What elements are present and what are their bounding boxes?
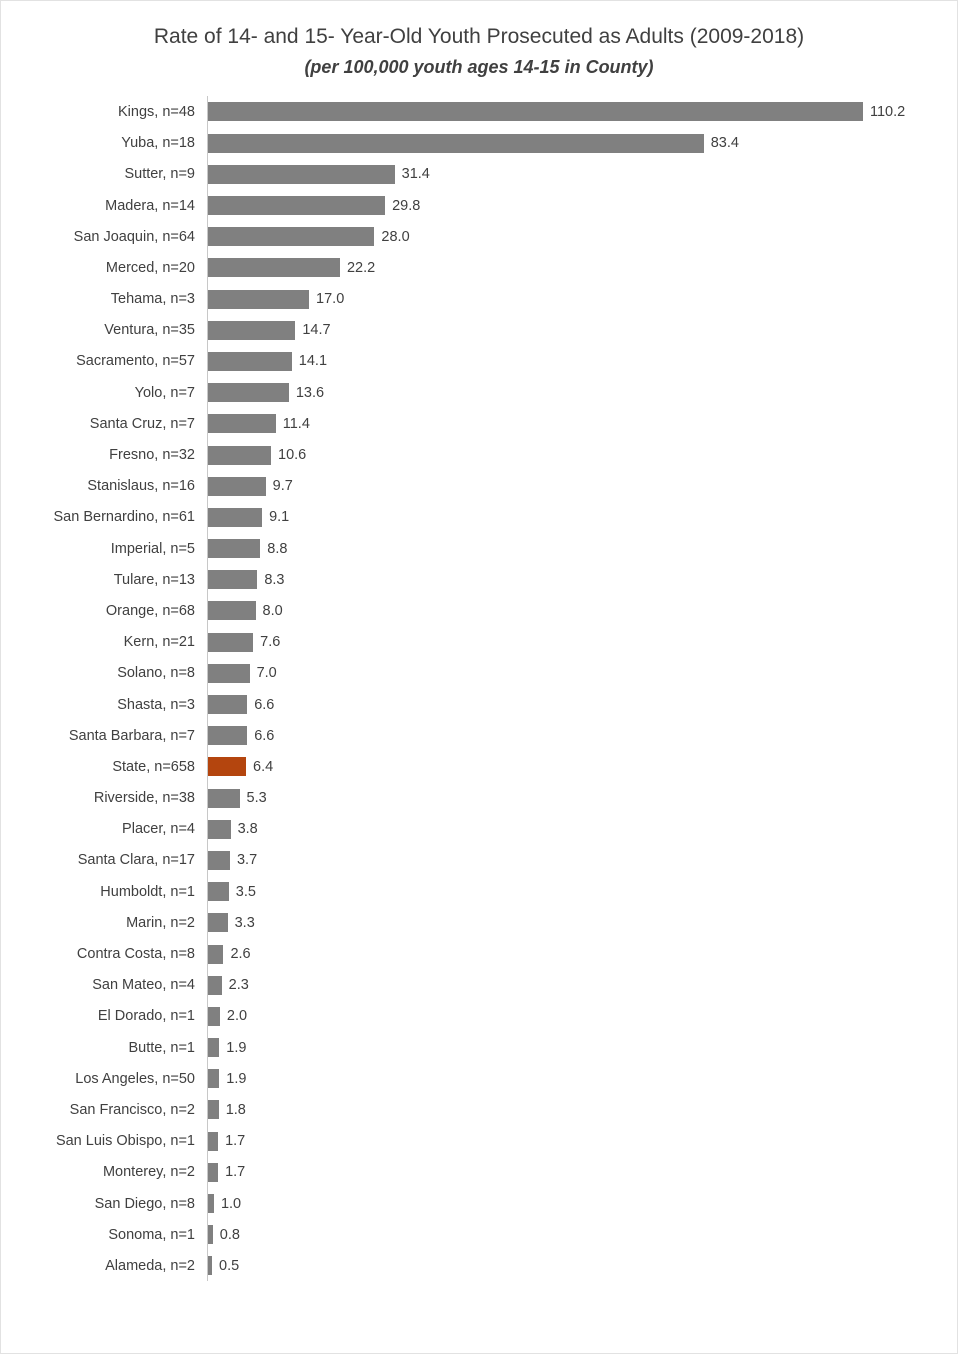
category-label: Yuba, n=18 — [121, 135, 195, 152]
bar-row — [1, 252, 957, 283]
category-label: Sonoma, n=1 — [108, 1226, 195, 1243]
bar-zone — [207, 1188, 957, 1219]
bar-row — [1, 689, 957, 720]
bar — [208, 1225, 213, 1244]
category-label: Alameda, n=2 — [105, 1257, 195, 1274]
bar-row — [1, 439, 957, 470]
bar — [208, 539, 260, 558]
bar-value-label: 8.8 — [267, 540, 288, 557]
category-label: Fresno, n=32 — [109, 447, 195, 463]
bar-row — [1, 408, 957, 439]
bar-row — [1, 1219, 957, 1250]
bar-row — [1, 970, 957, 1001]
bar — [208, 1069, 219, 1088]
category-label: Contra Costa, n=8 — [76, 946, 195, 962]
bar-zone — [207, 1126, 957, 1157]
bar-row — [1, 190, 957, 221]
bar-row — [1, 377, 957, 408]
bar-value-label: 8.0 — [262, 602, 283, 619]
bar-zone — [207, 1250, 957, 1281]
bar-zone — [207, 782, 957, 813]
category-label: Sacramento, n=57 — [76, 353, 195, 370]
category-label: Solano, n=8 — [117, 665, 195, 682]
bar-zone — [207, 377, 957, 408]
bar-value-label: 10.6 — [278, 447, 307, 463]
bar-value-label: 6.6 — [254, 696, 275, 713]
bar-value-label: 3.7 — [236, 852, 258, 869]
bar — [208, 352, 292, 371]
bar-row — [1, 283, 957, 314]
bar-row — [1, 1188, 957, 1219]
bar-value-label: 1.0 — [220, 1195, 242, 1212]
bar-row — [1, 502, 957, 533]
bar-row — [1, 907, 957, 938]
bar-zone — [207, 315, 957, 346]
bar-value-label: 5.3 — [246, 790, 267, 807]
bar-value-label: 1.7 — [225, 1133, 246, 1150]
bar-value-label: 22.2 — [346, 259, 376, 276]
bar-zone — [207, 190, 957, 221]
bar-rows — [1, 96, 957, 1281]
category-label: Orange, n=68 — [105, 602, 195, 619]
bar-value-label: 3.5 — [235, 883, 256, 900]
bar-value-label: 2.6 — [230, 946, 251, 962]
bar — [208, 570, 257, 589]
category-label: Monterey, n=2 — [102, 1164, 195, 1181]
bar-value-label: 7.0 — [256, 665, 277, 682]
bar-value-label: 0.8 — [219, 1226, 240, 1243]
bar — [208, 134, 704, 153]
bar-row — [1, 471, 957, 502]
category-label: Sutter, n=9 — [124, 166, 195, 183]
bar — [208, 321, 295, 340]
bar-value-label: 7.6 — [260, 634, 281, 651]
bar-value-label: 1.7 — [225, 1164, 246, 1181]
bar — [208, 196, 385, 215]
category-label: Humboldt, n=1 — [100, 883, 195, 900]
bar-zone — [207, 689, 957, 720]
category-label: Tulare, n=13 — [113, 571, 195, 588]
bar — [208, 820, 231, 839]
bar-value-label: 14.1 — [298, 353, 328, 370]
bar-zone — [207, 1157, 957, 1188]
bar-row — [1, 564, 957, 595]
bar-zone — [207, 595, 957, 626]
bar — [208, 383, 289, 402]
bar — [208, 290, 309, 309]
bar — [208, 913, 228, 932]
bar — [208, 695, 247, 714]
bar — [208, 945, 223, 964]
bar-zone — [207, 408, 957, 439]
bar — [208, 664, 250, 683]
bar-value-label: 9.1 — [269, 509, 290, 526]
bar-row — [1, 1250, 957, 1281]
category-label: Shasta, n=3 — [117, 696, 195, 713]
bar-zone — [207, 159, 957, 190]
bar — [208, 601, 256, 620]
bar-zone — [207, 533, 957, 564]
bar-zone — [207, 1001, 957, 1032]
bar-zone — [207, 564, 957, 595]
category-label: Kern, n=21 — [123, 634, 195, 651]
bar — [208, 102, 863, 121]
bar — [208, 851, 230, 870]
bar-zone — [207, 1032, 957, 1063]
bar-zone — [207, 283, 957, 314]
category-label: Riverside, n=38 — [93, 790, 195, 807]
category-label: San Bernardino, n=61 — [53, 509, 195, 526]
chart-header — [1, 1, 957, 78]
bar — [208, 1038, 219, 1057]
bar — [208, 258, 340, 277]
category-label: San Francisco, n=2 — [69, 1101, 195, 1118]
bar-row — [1, 1157, 957, 1188]
bar-highlight — [208, 757, 246, 776]
bar-value-label: 2.0 — [226, 1008, 248, 1025]
bar-row — [1, 159, 957, 190]
bar-row — [1, 845, 957, 876]
bar-row — [1, 1126, 957, 1157]
bar — [208, 165, 395, 184]
bar — [208, 477, 266, 496]
category-label: Merced, n=20 — [105, 259, 195, 276]
category-label: San Luis Obispo, n=1 — [55, 1133, 195, 1150]
category-label: Tehama, n=3 — [110, 291, 195, 308]
category-label: San Joaquin, n=64 — [73, 228, 195, 245]
bar-zone — [207, 252, 957, 283]
bar — [208, 1132, 218, 1151]
bar-zone — [207, 1094, 957, 1125]
bar-value-label: 8.3 — [264, 571, 285, 588]
category-label: Yolo, n=7 — [134, 384, 195, 401]
bar-zone — [207, 1063, 957, 1094]
category-label: Ventura, n=35 — [104, 322, 195, 339]
bar-value-label: 1.9 — [226, 1070, 247, 1087]
bar-zone — [207, 751, 957, 782]
bar-value-label: 6.6 — [254, 727, 275, 744]
bar-value-label: 11.4 — [282, 415, 310, 432]
bar-value-label: 1.9 — [226, 1039, 247, 1056]
category-label: Imperial, n=5 — [110, 540, 195, 557]
bar-zone — [207, 128, 957, 159]
bar-zone — [207, 876, 957, 907]
bar — [208, 726, 247, 745]
bar-value-label: 0.5 — [219, 1257, 240, 1274]
bar-zone — [207, 439, 957, 470]
bar-row — [1, 1032, 957, 1063]
bar-zone — [207, 720, 957, 751]
category-label: State, n=658 — [112, 758, 195, 775]
bar — [208, 414, 276, 433]
bar-row — [1, 346, 957, 377]
chart-subtitle: (per 100,000 youth ages 14-15 in County) — [304, 57, 654, 78]
category-label: San Mateo, n=4 — [92, 977, 195, 994]
bar-value-label: 3.8 — [237, 821, 258, 838]
category-label: Stanislaus, n=16 — [87, 478, 195, 495]
bar-row — [1, 938, 957, 969]
bar-row — [1, 720, 957, 751]
bar-zone — [207, 346, 957, 377]
bar-value-label: 28.0 — [381, 228, 410, 245]
category-label: Butte, n=1 — [128, 1039, 195, 1056]
bar-row — [1, 533, 957, 564]
bar — [208, 633, 253, 652]
bar-row — [1, 627, 957, 658]
bar-row — [1, 876, 957, 907]
category-label: Madera, n=14 — [105, 197, 195, 214]
bar-row — [1, 315, 957, 346]
bar-zone — [207, 845, 957, 876]
bar-zone — [207, 221, 957, 252]
bar-zone — [207, 1219, 957, 1250]
bar-zone — [207, 96, 957, 127]
category-label: San Diego, n=8 — [94, 1195, 195, 1212]
category-label: Santa Barbara, n=7 — [68, 727, 195, 744]
bar-zone — [207, 907, 957, 938]
bar-row — [1, 1094, 957, 1125]
plot-area — [1, 96, 957, 1281]
bar-row — [1, 96, 957, 127]
bar-zone — [207, 970, 957, 1001]
bar-row — [1, 814, 957, 845]
bar-value-label: 1.8 — [225, 1101, 246, 1118]
bar-zone — [207, 471, 957, 502]
bar-value-label: 110.2 — [870, 103, 906, 120]
bar-row — [1, 221, 957, 252]
bar-value-label: 83.4 — [710, 135, 739, 152]
bar — [208, 508, 262, 527]
bar-value-label: 3.3 — [234, 914, 255, 931]
bar-value-label: 31.4 — [401, 166, 430, 183]
bar — [208, 446, 271, 465]
bar-value-label: 6.4 — [253, 758, 274, 775]
bar-row — [1, 751, 957, 782]
bar-zone — [207, 814, 957, 845]
bar — [208, 1163, 218, 1182]
bar-zone — [207, 502, 957, 533]
bar-row — [1, 1063, 957, 1094]
bar — [208, 976, 222, 995]
bar-value-label: 14.7 — [302, 322, 331, 339]
bar — [208, 1194, 214, 1213]
bar — [208, 227, 374, 246]
bar-row — [1, 595, 957, 626]
bar — [208, 1100, 219, 1119]
bar-row — [1, 658, 957, 689]
category-label: Kings, n=48 — [118, 103, 195, 120]
chart-title: Rate of 14- and 15- Year-Old Youth Prosecuted as Adults (2009-2018) — [153, 25, 805, 48]
bar-value-label: 2.3 — [228, 977, 249, 994]
bar-zone — [207, 627, 957, 658]
bar — [208, 1256, 212, 1275]
category-label: El Dorado, n=1 — [97, 1008, 195, 1025]
category-label: Santa Clara, n=17 — [77, 852, 195, 869]
bar-zone — [207, 658, 957, 689]
bar-value-label: 17.0 — [316, 291, 345, 308]
category-label: Marin, n=2 — [126, 914, 195, 931]
bar-value-label: 13.6 — [295, 384, 325, 401]
category-label: Los Angeles, n=50 — [75, 1070, 195, 1087]
bar — [208, 789, 240, 808]
bar-row — [1, 782, 957, 813]
bar-row — [1, 1001, 957, 1032]
bar-value-label: 9.7 — [272, 478, 293, 495]
bar-zone — [207, 938, 957, 969]
bar — [208, 1007, 220, 1026]
bar-row — [1, 128, 957, 159]
category-label: Placer, n=4 — [122, 821, 195, 838]
category-label: Santa Cruz, n=7 — [89, 415, 195, 432]
bar — [208, 882, 229, 901]
bar-value-label: 29.8 — [392, 197, 421, 214]
